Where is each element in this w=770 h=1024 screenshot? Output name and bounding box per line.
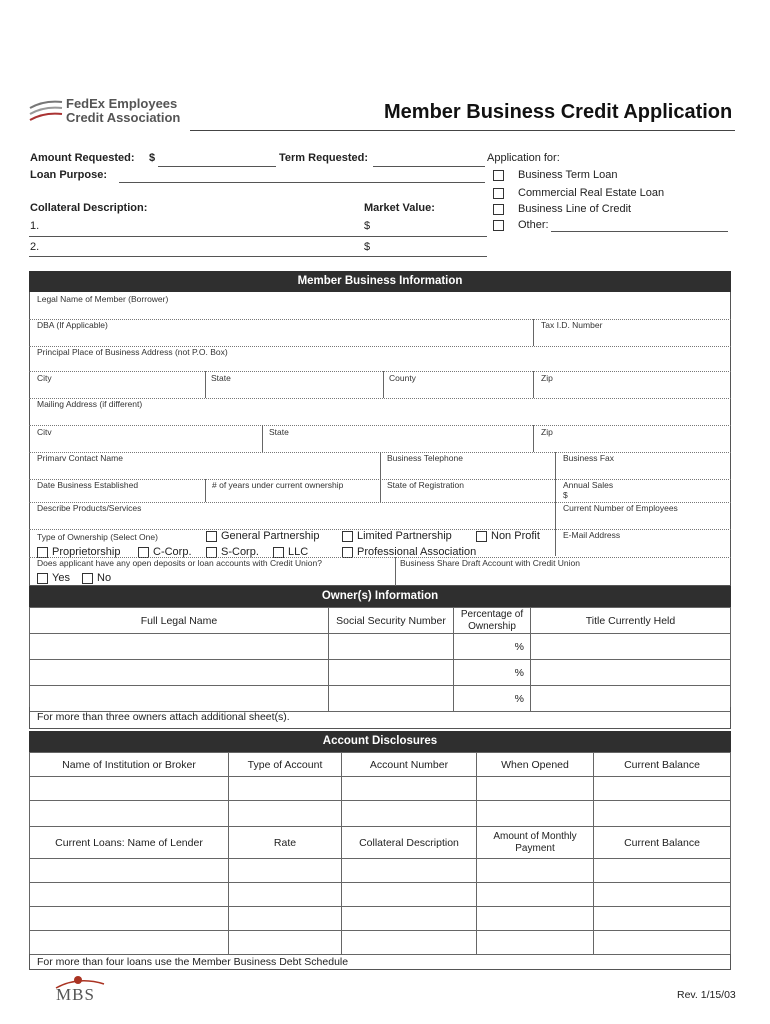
table-row[interactable] xyxy=(30,777,731,801)
tax-id-label: Tax I.D. Number xyxy=(541,320,603,330)
describe-products-label: Describe Products/Services xyxy=(37,503,142,513)
opt-yes[interactable]: Yes xyxy=(37,572,70,584)
amount-field[interactable] xyxy=(158,166,276,167)
zip2-label: Zip xyxy=(541,427,553,437)
col-account-type: Type of Account xyxy=(229,753,342,777)
amount-label: Amount Requested: xyxy=(30,152,135,164)
collateral-field-1[interactable] xyxy=(29,236,487,237)
term-label: Term Requested: xyxy=(279,152,369,164)
checkbox-icon[interactable] xyxy=(493,220,504,231)
mbs-text: MBS xyxy=(56,985,95,1004)
checkbox-icon[interactable] xyxy=(493,170,504,181)
accounts-note: For more than four loans use the Member Business Debt Schedule xyxy=(37,956,349,968)
mbs-logo xyxy=(50,974,110,1006)
checkbox-icon[interactable] xyxy=(476,531,487,542)
option-line-of-credit[interactable]: Business Line of Credit xyxy=(493,203,631,215)
checkbox-icon[interactable] xyxy=(342,531,353,542)
business-fax-label: Business Fax xyxy=(563,453,615,463)
market-value-dollar-1: $ xyxy=(364,220,371,232)
checkbox-icon[interactable] xyxy=(493,188,504,199)
table-row[interactable]: % xyxy=(30,660,731,686)
col-current-balance: Current Balance xyxy=(594,753,731,777)
col-when-opened: When Opened xyxy=(477,753,594,777)
opt-professional-association[interactable]: Professional Association xyxy=(342,546,476,558)
checkbox-icon[interactable] xyxy=(138,547,149,558)
logo-line2: Credit Association xyxy=(66,110,181,125)
checkbox-icon[interactable] xyxy=(493,204,504,215)
checkbox-icon[interactable] xyxy=(82,573,93,584)
annual-sales-dollar: $ xyxy=(563,490,568,500)
table-row[interactable] xyxy=(30,907,731,931)
checkbox-icon[interactable] xyxy=(206,547,217,558)
revision: Rev. 1/15/03 xyxy=(677,989,736,1001)
other-field[interactable] xyxy=(551,231,728,232)
owners-note-box xyxy=(29,707,731,729)
market-value-label: Market Value: xyxy=(364,202,435,214)
years-ownership-label: # of years under current ownership xyxy=(212,480,344,490)
col-lender: Current Loans: Name of Lender xyxy=(30,827,229,859)
collateral-row-2: 2. xyxy=(30,241,40,253)
option-real-estate[interactable]: Commercial Real Estate Loan xyxy=(493,187,664,199)
col-ssn: Social Security Number xyxy=(329,608,454,634)
fedex-logo xyxy=(28,96,188,130)
table-row[interactable] xyxy=(30,931,731,955)
city-label: City xyxy=(37,373,52,383)
date-established-label: Date Business Established xyxy=(37,480,139,490)
amount-prefix: $ xyxy=(149,152,156,164)
table-row[interactable] xyxy=(30,859,731,883)
primary-contact-label: Primarv Contact Name xyxy=(37,453,123,463)
opt-general-partnership[interactable]: General Partnership xyxy=(206,530,319,542)
business-telephone-label: Business Telephone xyxy=(387,453,463,463)
dba-label: DBA (If Applicable) xyxy=(37,320,108,330)
checkbox-icon[interactable] xyxy=(342,547,353,558)
title-rule xyxy=(190,130,735,131)
opt-proprietorship[interactable]: Proprietorship xyxy=(37,546,120,558)
mailing-address-label: Mailing Address (if different) xyxy=(37,399,143,409)
collateral-field-2[interactable] xyxy=(29,256,487,257)
owners-note: For more than three owners attach additional sheet(s). xyxy=(37,711,290,723)
logo-line1: FedEx Employees xyxy=(66,96,178,111)
email-label: E-Mail Address xyxy=(563,530,621,540)
collateral-row-1: 1. xyxy=(30,220,40,232)
table-row[interactable]: % xyxy=(30,634,731,660)
share-draft-label: Business Share Draft Account with Credit Union xyxy=(400,558,581,568)
term-field[interactable] xyxy=(373,166,485,167)
purpose-label: Loan Purpose: xyxy=(30,169,108,181)
accounts-header: Account Disclosures xyxy=(29,731,731,752)
annual-sales-label: Annual Sales xyxy=(563,480,614,490)
accounts-table xyxy=(29,752,731,955)
owners-table xyxy=(29,607,731,712)
opt-c-corp[interactable]: C-Corp. xyxy=(138,546,192,558)
mailing-address-field[interactable] xyxy=(29,425,731,426)
col-collateral: Collateral Description xyxy=(342,827,477,859)
legal-name-label: Legal Name of Member (Borrower) xyxy=(37,294,169,304)
col-account-number: Account Number xyxy=(342,753,477,777)
state2-label: State xyxy=(269,427,289,437)
page-title: Member Business Credit Application xyxy=(384,101,733,123)
opt-non-profit[interactable]: Non Profit xyxy=(476,530,540,542)
city2-label: Citv xyxy=(37,427,52,437)
opt-limited-partnership[interactable]: Limited Partnership xyxy=(342,530,452,542)
col-loan-balance: Current Balance xyxy=(594,827,731,859)
table-row[interactable]: % xyxy=(30,686,731,712)
checkbox-icon[interactable] xyxy=(37,573,48,584)
application-for-label: Application for: xyxy=(487,152,560,164)
col-title: Title Currently Held xyxy=(531,608,731,634)
open-deposits-label: Does applicant have any open deposits or loan accounts with Credit Union? xyxy=(37,558,322,568)
owners-header: Owner(s) Information xyxy=(29,586,731,607)
purpose-field[interactable] xyxy=(119,182,485,183)
collateral-label: Collateral Description: xyxy=(30,202,148,214)
principal-address-label: Principal Place of Business Address (not P.O. Box) xyxy=(37,347,228,357)
zip-label: Zip xyxy=(541,373,553,383)
ownership-type-label: Type of Ownership (Select One) xyxy=(37,532,158,542)
opt-llc[interactable]: LLC xyxy=(273,546,308,558)
col-percentage: Percentage of Ownership xyxy=(454,608,531,634)
legal-name-field[interactable] xyxy=(29,319,731,320)
option-term-loan[interactable]: Business Term Loan xyxy=(493,169,617,181)
checkbox-icon[interactable] xyxy=(37,547,48,558)
col-full-legal-name: Full Legal Name xyxy=(30,608,329,634)
option-other[interactable]: Other: xyxy=(493,219,549,231)
county-label: County xyxy=(389,373,416,383)
logo-swoosh-icon xyxy=(28,98,64,126)
market-value-dollar-2: $ xyxy=(364,241,371,253)
table-row[interactable] xyxy=(30,801,731,827)
state-registration-label: State of Registration xyxy=(387,480,465,490)
checkbox-icon[interactable] xyxy=(206,531,217,542)
opt-no[interactable]: No xyxy=(82,572,111,584)
member-info-header: Member Business Information xyxy=(29,271,731,292)
principal-address-field[interactable] xyxy=(29,371,731,372)
col-rate: Rate xyxy=(229,827,342,859)
checkbox-icon[interactable] xyxy=(273,547,284,558)
table-row[interactable] xyxy=(30,883,731,907)
col-institution: Name of Institution or Broker xyxy=(30,753,229,777)
state-label: State xyxy=(211,373,231,383)
opt-s-corp[interactable]: S-Corp. xyxy=(206,546,259,558)
current-employees-label: Current Number of Employees xyxy=(563,503,678,513)
col-monthly-payment: Amount of Monthly Payment xyxy=(477,827,594,859)
